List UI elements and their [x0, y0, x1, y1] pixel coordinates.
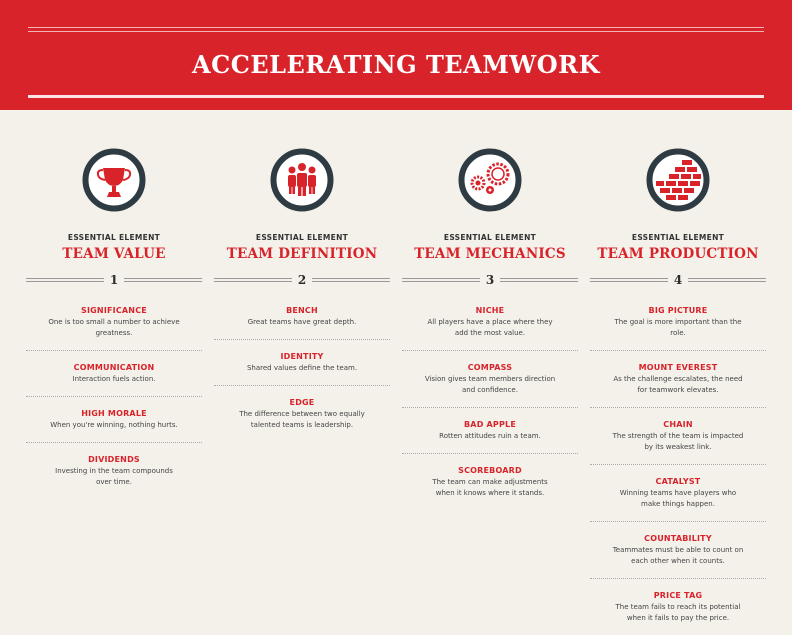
- item-description: The team fails to reach its potential when it fails to pay the price.: [615, 603, 741, 622]
- item-heading: COMPASS: [467, 363, 513, 372]
- list-item: [590, 464, 766, 521]
- column-number: 1: [109, 273, 119, 287]
- item-heading: SCOREBOARD: [458, 466, 522, 475]
- item-heading: BAD APPLE: [464, 420, 516, 429]
- list-item: [402, 306, 578, 350]
- list-item: [26, 350, 202, 396]
- item-heading: IDENTITY: [280, 352, 324, 361]
- item-description: Vision gives team members direction and confidence.: [424, 375, 556, 394]
- item-heading: COUNTABILITY: [644, 534, 712, 543]
- item-description: Investing in the team compounds over time.: [55, 467, 173, 486]
- eyebrow-label: ESSENTIAL ELEMENT: [631, 233, 725, 242]
- number-divider: [590, 274, 766, 288]
- list-item: [26, 306, 202, 350]
- banner-rule: [28, 95, 764, 98]
- number-divider: [402, 274, 578, 288]
- number-divider: [214, 274, 390, 288]
- column-title: TEAM PRODUCTION: [597, 246, 759, 262]
- item-description: Interaction fuels action.: [72, 375, 156, 383]
- item-description: Rotten attitudes ruin a team.: [439, 432, 541, 440]
- column-team-value: [26, 148, 202, 499]
- list-item: [214, 306, 390, 339]
- list-item: [402, 350, 578, 407]
- list-item: [590, 350, 766, 407]
- item-description: Shared values define the team.: [246, 364, 358, 372]
- trophy-icon: [82, 148, 146, 212]
- list-item: [590, 521, 766, 578]
- column-title: TEAM DEFINITION: [226, 246, 378, 262]
- column-number: 2: [297, 273, 307, 287]
- list-item: [590, 306, 766, 350]
- number-divider: [26, 274, 202, 288]
- item-description: The team can make adjustments when it knows where it stands.: [432, 478, 548, 497]
- eyebrow-label: ESSENTIAL ELEMENT: [67, 233, 161, 242]
- column-title: TEAM MECHANICS: [414, 246, 566, 262]
- banner-rule: [28, 27, 764, 28]
- item-heading: CHAIN: [663, 420, 693, 429]
- item-heading: DIVIDENDS: [88, 455, 140, 464]
- page-title: ACCELERATING TEAMWORK: [192, 50, 600, 79]
- item-description: The difference between two equally talented teams is leadership.: [239, 410, 365, 429]
- item-heading: SIGNIFICANCE: [81, 306, 147, 315]
- item-heading: BENCH: [286, 306, 318, 315]
- item-heading: NICHE: [475, 306, 505, 315]
- list-item: [214, 385, 390, 442]
- eyebrow-label: ESSENTIAL ELEMENT: [255, 233, 349, 242]
- list-item: [26, 396, 202, 442]
- item-heading: COMMUNICATION: [73, 363, 155, 372]
- team-people-icon: [270, 148, 334, 212]
- column-team-definition: [214, 148, 390, 442]
- item-heading: MOUNT EVEREST: [638, 363, 718, 372]
- column-team-production: [590, 148, 766, 635]
- item-description: All players have a place where they add the most value.: [427, 318, 553, 337]
- brick-wall-icon: [646, 148, 710, 212]
- list-item: [590, 407, 766, 464]
- column-number: 4: [673, 273, 683, 287]
- header-banner: [0, 0, 792, 110]
- column-title: TEAM VALUE: [62, 246, 166, 262]
- banner-rule: [28, 31, 764, 32]
- item-description: The strength of the team is impacted by its weakest link.: [612, 432, 744, 451]
- item-heading: BIG PICTURE: [648, 306, 708, 315]
- item-description: When you're winning, nothing hurts.: [50, 421, 178, 429]
- item-heading: EDGE: [289, 398, 315, 407]
- eyebrow-label: ESSENTIAL ELEMENT: [443, 233, 537, 242]
- item-description: As the challenge escalates, the need for teamwork elevates.: [613, 375, 743, 394]
- item-description: Winning teams have players who make things happen.: [619, 489, 737, 508]
- list-item: [402, 407, 578, 453]
- item-heading: PRICE TAG: [653, 591, 703, 600]
- list-item: [590, 578, 766, 635]
- column-team-mechanics: [402, 148, 578, 510]
- item-description: The goal is more important than the role.: [614, 318, 742, 337]
- item-heading: HIGH MORALE: [81, 409, 147, 418]
- item-description: Teammates must be able to count on each other when it counts.: [612, 546, 744, 565]
- item-description: One is too small a number to achieve greatness.: [48, 318, 180, 337]
- column-number: 3: [485, 273, 495, 287]
- item-heading: CATALYST: [655, 477, 701, 486]
- gears-icon: [458, 148, 522, 212]
- item-description: Great teams have great depth.: [247, 318, 357, 326]
- list-item: [26, 442, 202, 499]
- list-item: [402, 453, 578, 510]
- list-item: [214, 339, 390, 385]
